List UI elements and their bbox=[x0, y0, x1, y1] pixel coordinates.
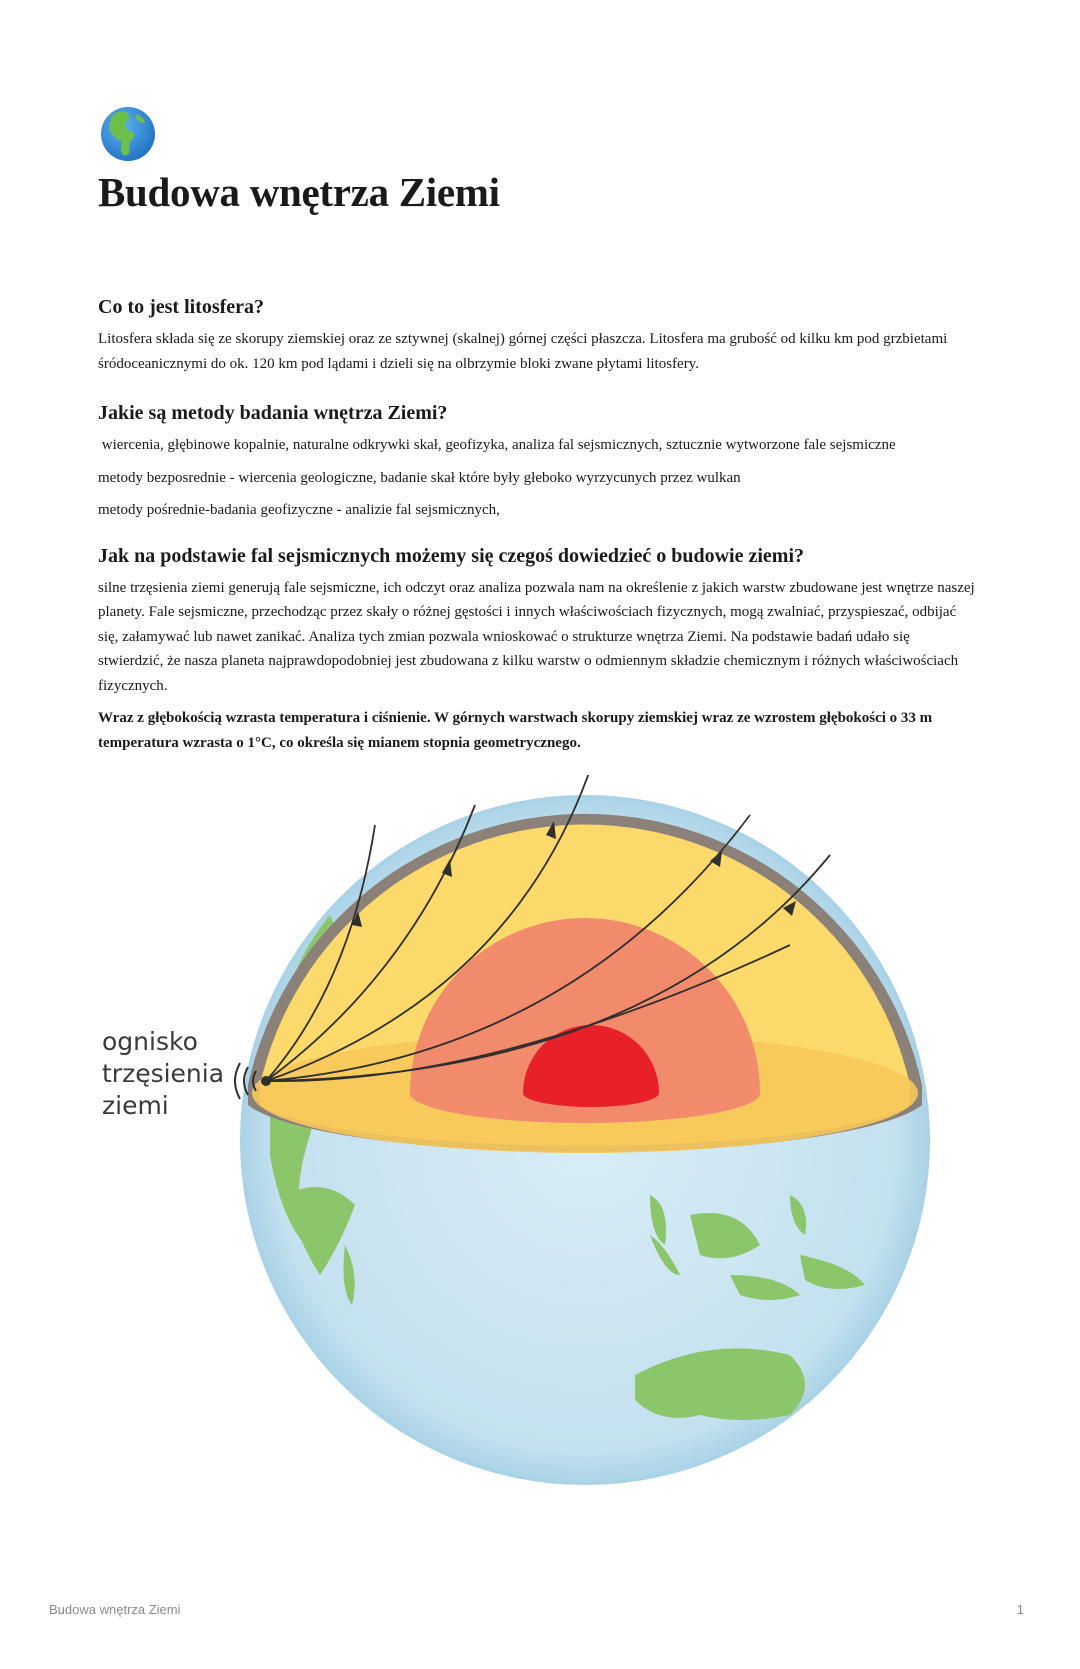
page-title: Budowa wnętrza Ziemi bbox=[98, 169, 500, 215]
paragraph: Litosfera składa się ze skorupy ziemskiej oraz ze sztywnej (skalnej) górnej części płaszcza. Litosfera ma grubość od kilku km pod grzbietami śródoceanicznymi do ok. 120 km pod lądami i dzieli się na olbrzymie bloki zwane płytami litosfery. bbox=[98, 331, 948, 372]
figure-label-line-2: trzęsienia bbox=[102, 1059, 225, 1088]
section-methods bbox=[98, 402, 978, 523]
paragraph: metody bezposrednie - wiercenia geologiczne, badanie skał które były głeboko wyrzycunych przez wulkan bbox=[98, 469, 741, 486]
figure-label-line-3: ziemi bbox=[102, 1091, 169, 1120]
section-seismic-waves bbox=[98, 545, 978, 756]
page-number: 1 bbox=[1016, 1602, 1024, 1617]
section-heading: Jakie są metody badania wnętrza Ziemi? bbox=[98, 402, 448, 424]
document-body bbox=[98, 296, 978, 773]
earth-interior-figure bbox=[90, 775, 990, 1515]
earthquake-focus bbox=[261, 1076, 271, 1086]
globe-americas-icon bbox=[98, 104, 158, 164]
bold-paragraph: Wraz z głębokością wzrasta temperatura i ciśnienie. W górnych warstwach skorupy ziemskiej wraz ze wzrostem głębokości o 33 m temperatura wzrasta o 1°C, co określa się mianem stopnia geometrycznego. bbox=[98, 710, 933, 751]
paragraph: metody pośrednie-badania geofizyczne - analizie fal sejsmicznych, bbox=[98, 502, 500, 518]
section-heading: Jak na podstawie fal sejsmicznych możemy się czegoś dowiedzieć o budowie ziemi? bbox=[98, 544, 805, 567]
section-heading: Co to jest litosfera? bbox=[98, 296, 265, 318]
figure-label-line-1: ognisko bbox=[102, 1027, 198, 1056]
paragraph: silne trzęsienia ziemi generują fale sejsmiczne, ich odczyt oraz analiza pozwala nam na określenie z jakich warstw zbudowane jest wnętrze naszej planety. Fale sejsmiczne, przechodząc przez skały o różnej gęstości i innych właściwościach fizycznych, mogą zwalniać, przyspieszać, odbijać się, załamywać lub nawet zanikać. Analiza tych zmian pozwala wnioskować o strukturze wnętrza Ziemi. Na podstawie badań udało się stwierdzić, że nasza planeta najprawdopodobniej jest zbudowana z kilku warstw o odmiennym składzie chemicznym i różnych właściwościach fizycznych. bbox=[98, 579, 975, 694]
paragraph: wiercenia, głębinowe kopalnie, naturalne odkrywki skał, geofizyka, analiza fal sejsmicznych, sztucznie wytworzone fale sejsmiczne bbox=[98, 437, 896, 453]
section-lithosphere bbox=[98, 296, 978, 376]
footer-title: Budowa wnętrza Ziemi bbox=[49, 1602, 181, 1617]
